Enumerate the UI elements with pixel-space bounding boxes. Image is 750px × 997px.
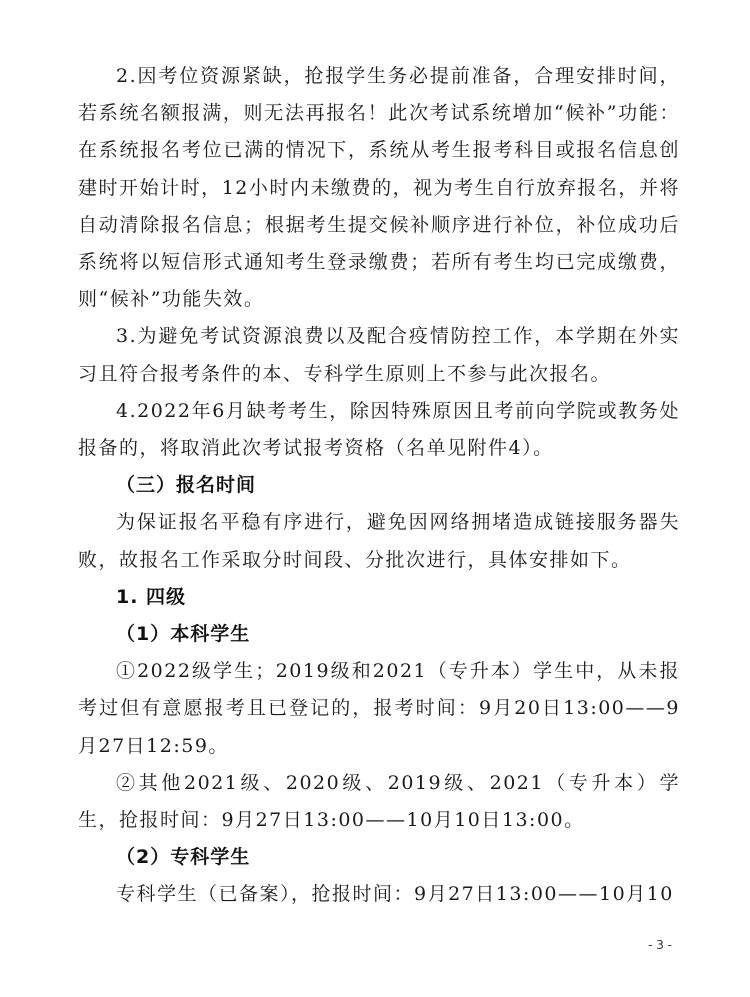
para-junior-college: 专科学生（已备案），抢报时间：9月27日13:00——10月10 (116, 883, 674, 906)
heading-cet4: 1. 四级 (116, 585, 187, 608)
para-item-2: 2.因考位资源紧缺，抢报学生务必提前准备，合理安排时间，若系统名额报满，则无法再报名！此次考试系统增加“候补”功能：在系统报名考位已满的情况下，系统从考生报考科目或报名信息创建时开始计时，12小时内未缴费的，视为考生自行放弃报名，并将自动清除报名信息；根据考生提交候补顺序进行补位，补位成功后系统将以短信形式通知考生登录缴费；若所有考生均已完成缴费，则“候补”功能失效。 (78, 65, 680, 311)
document-body (78, 58, 680, 914)
heading-junior-college: （2）专科学生 (116, 846, 251, 869)
heading-undergraduate: （1）本科学生 (116, 623, 251, 646)
para-undergraduate-1: ①2022级学生；2019级和2021（专升本）学生中，从未报考过但有意愿报考且已登记的，报考时间：9月20日13:00——9月27日12:59。 (78, 660, 680, 757)
para-undergraduate-2: ②其他2021级、2020级、2019级、2021（专升本）学生，抢报时间：9月27日13:00——10月10日13:00。 (78, 771, 680, 832)
para-registration-intro: 为保证报名平稳有序进行，避免因网络拥堵造成链接服务器失败，故报名工作采取分时间段、分批次进行，具体安排如下。 (78, 511, 680, 571)
para-item-4: 4.2022年6月缺考考生，除因特殊原因且考前向学院或教务处报备的，将取消此次考试报考资格（名单见附件4）。 (78, 399, 680, 460)
para-item-3: 3.为避免考试资源浪费以及配合疫情防控工作，本学期在外实习且符合报考条件的本、专科学生原则上不参与此次报名。 (78, 325, 680, 385)
heading-registration-time: （三）报名时间 (116, 474, 257, 497)
page-number: - 3 - (648, 938, 672, 952)
